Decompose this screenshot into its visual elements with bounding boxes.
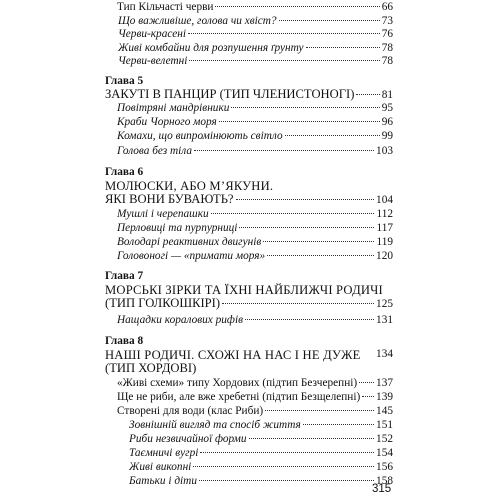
entry-page: 131 bbox=[376, 314, 393, 326]
toc-entry bbox=[129, 475, 393, 488]
dot-leader bbox=[231, 107, 379, 108]
entry-page: 134 bbox=[376, 348, 393, 360]
dot-leader bbox=[249, 438, 375, 439]
entry-label: Мушлі і черепашки bbox=[117, 208, 209, 220]
chapter-title-entry bbox=[105, 88, 393, 102]
entry-page: 145 bbox=[376, 405, 393, 417]
entry-page: 96 bbox=[381, 116, 393, 128]
dot-leader bbox=[362, 396, 374, 397]
toc-entry bbox=[117, 222, 393, 235]
entry-label: Володарі реактивних двигунів bbox=[117, 236, 262, 248]
chapter-title-entry bbox=[105, 362, 393, 375]
entry-page: 125 bbox=[376, 298, 393, 310]
toc-entry bbox=[118, 28, 393, 41]
entry-label: Живі комбайни для розпушення ґрунту bbox=[118, 42, 304, 54]
toc-entry bbox=[117, 102, 393, 115]
toc-entry bbox=[118, 55, 393, 68]
entry-page: 78 bbox=[381, 42, 393, 54]
toc-entry bbox=[129, 419, 393, 432]
chapter-title: (ТИП ХОРДОВІ) bbox=[105, 361, 197, 375]
toc-entry bbox=[117, 1, 393, 14]
toc-entry bbox=[117, 130, 393, 143]
dot-leader bbox=[188, 33, 380, 34]
entry-label: Черви-велетні bbox=[118, 55, 188, 67]
entry-page: 78 bbox=[381, 55, 393, 67]
entry-page: 66 bbox=[381, 1, 393, 13]
chapter-heading: Глава 6 bbox=[105, 166, 144, 178]
entry-label: Риби незвичайної форми bbox=[129, 433, 247, 445]
entry-page: 117 bbox=[376, 222, 393, 234]
entry-label: Тип Кільчасті черви bbox=[117, 1, 214, 13]
dot-leader bbox=[267, 255, 374, 256]
dot-leader bbox=[219, 121, 380, 122]
entry-label: Нащадки коралових рифів bbox=[117, 314, 243, 326]
entry-label: Краби Чорного моря bbox=[117, 116, 217, 128]
dot-leader bbox=[239, 227, 374, 228]
entry-page: 151 bbox=[376, 419, 393, 431]
entry-page: 103 bbox=[376, 145, 393, 157]
entry-label: Головоногі — «примати моря» bbox=[117, 250, 266, 262]
entry-label: Голова без тіла bbox=[117, 145, 193, 157]
toc-entry bbox=[117, 391, 393, 404]
dot-leader bbox=[189, 60, 379, 61]
chapter-title: ЗАКУТІ В ПАНЦИР (ТИП ЧЛЕНИСТОНОГІ) bbox=[105, 87, 355, 101]
entry-page: 156 bbox=[376, 461, 393, 473]
dot-leader bbox=[199, 480, 374, 481]
chapter-title-entry bbox=[105, 297, 393, 311]
dot-leader bbox=[236, 199, 375, 200]
dot-leader bbox=[200, 452, 374, 453]
chapter-heading: Глава 5 bbox=[105, 75, 144, 87]
entry-label: Комахи, що випромінюють світло bbox=[117, 130, 283, 142]
entry-page: 104 bbox=[376, 194, 393, 206]
entry-label: Ще не риби, але вже хребетні (підтип Безщелепні) bbox=[117, 391, 361, 403]
toc-entry bbox=[117, 236, 393, 249]
dot-leader bbox=[356, 94, 379, 95]
entry-page: 120 bbox=[376, 250, 393, 262]
chapter-heading: Глава 7 bbox=[105, 270, 144, 282]
chapter-heading: Глава 8 bbox=[105, 335, 144, 347]
toc-entry bbox=[117, 250, 393, 263]
dot-leader bbox=[215, 6, 379, 7]
dot-leader bbox=[222, 303, 374, 304]
entry-label: Повітряні мандрівники bbox=[117, 102, 230, 114]
toc-entry bbox=[117, 405, 393, 418]
entry-label: Живі викопні bbox=[129, 461, 192, 473]
dot-leader bbox=[303, 424, 374, 425]
dot-leader bbox=[265, 410, 374, 411]
entry-label: Черви-красені bbox=[118, 28, 186, 40]
dot-leader bbox=[263, 241, 374, 242]
chapter-title: МОЛЮСКИ, АБО М’ЯКУНИ. bbox=[105, 179, 274, 193]
dot-leader bbox=[285, 135, 380, 136]
entry-label: «Живі схеми» типу Хордових (підтип Безчерепні) bbox=[117, 377, 358, 389]
chapter-title-entry bbox=[105, 193, 393, 207]
entry-page: 154 bbox=[376, 447, 393, 459]
dot-leader bbox=[211, 213, 375, 214]
toc-entry bbox=[129, 433, 393, 446]
entry-label: Таємничі вугрі bbox=[129, 447, 199, 459]
dot-leader bbox=[245, 319, 374, 320]
entry-label: Що важливіше, голова чи хвіст? bbox=[118, 15, 277, 27]
chapter-title: МОРСЬКІ ЗІРКИ ТА ЇХНІ НАЙБЛИЖЧІ РОДИЧІ bbox=[105, 283, 383, 297]
page-number: 315 bbox=[372, 483, 392, 495]
chapter-title: НАШІ РОДИЧІ. СХОЖІ НА НАС І НЕ ДУЖЕ bbox=[105, 348, 361, 362]
dot-leader bbox=[359, 382, 374, 383]
entry-page: 152 bbox=[376, 433, 393, 445]
toc-entry bbox=[117, 145, 393, 158]
toc-entry bbox=[129, 461, 393, 474]
entry-label: Батьки і діти bbox=[129, 475, 197, 487]
entry-page: 76 bbox=[381, 28, 393, 40]
entry-page: 95 bbox=[381, 102, 393, 114]
toc-entry bbox=[118, 42, 393, 55]
toc-entry bbox=[117, 314, 393, 327]
dot-leader bbox=[194, 150, 374, 151]
dot-leader bbox=[306, 47, 380, 48]
entry-page: 99 bbox=[381, 130, 393, 142]
toc-entry bbox=[117, 208, 393, 221]
chapter-title: (ТИП ГОЛКОШКІРІ) bbox=[105, 296, 221, 310]
entry-page: 73 bbox=[381, 15, 393, 27]
toc-entry bbox=[117, 377, 393, 390]
entry-page: 112 bbox=[376, 208, 393, 220]
chapter-title-page bbox=[365, 348, 393, 361]
entry-page: 158 bbox=[376, 475, 393, 487]
entry-page: 81 bbox=[381, 89, 393, 101]
dot-leader bbox=[279, 20, 380, 21]
entry-page: 139 bbox=[376, 391, 393, 403]
entry-label: Створені для води (клас Риби) bbox=[117, 405, 264, 417]
dot-leader bbox=[193, 466, 374, 467]
toc-entry bbox=[129, 447, 393, 460]
entry-label: Перловиці та пурпурниці bbox=[117, 222, 238, 234]
entry-label: Зовнішній вигляд та спосіб життя bbox=[129, 419, 301, 431]
toc-entry bbox=[117, 116, 393, 129]
entry-page: 119 bbox=[376, 236, 393, 248]
entry-page: 137 bbox=[376, 377, 393, 389]
chapter-title: ЯКІ ВОНИ БУВАЮТЬ? bbox=[105, 192, 234, 206]
toc-entry bbox=[118, 15, 393, 28]
